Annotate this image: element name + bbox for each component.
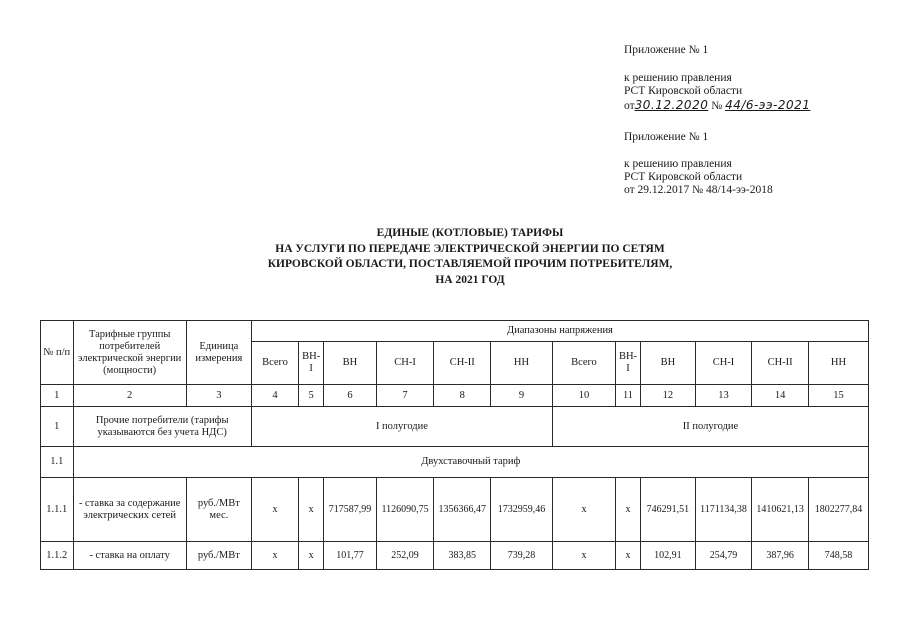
- date-prefix: от: [624, 100, 635, 112]
- value-cell: х: [615, 542, 640, 570]
- annex-title-previous: Приложение № 1: [624, 131, 709, 143]
- subhead-h2-nn: НН: [808, 342, 868, 385]
- row-number: 1.1.2: [41, 542, 74, 570]
- subhead-h1-nn: НН: [491, 342, 553, 385]
- value-cell: 1126090,75: [376, 478, 434, 542]
- col-head-no: № п/п: [41, 321, 74, 385]
- row-number: 1.1.1: [41, 478, 74, 542]
- row-number: 1: [41, 407, 74, 447]
- value-cell: 102,91: [641, 542, 696, 570]
- subhead-h2-vn: ВН: [641, 342, 696, 385]
- col-head-groups: Тарифные группы потребителей электрической энергии (мощности): [73, 321, 186, 385]
- subhead-h1-vn: ВН: [324, 342, 376, 385]
- half-year-2-label: II полугодие: [552, 407, 868, 447]
- value-cell: х: [299, 542, 324, 570]
- row-unit: руб./МВт мес.: [186, 478, 251, 542]
- row-label: - ставка за содержание электрических сетей: [73, 478, 186, 542]
- subhead-h1-sn2: СН-II: [434, 342, 491, 385]
- value-cell: 383,85: [434, 542, 491, 570]
- col-number: 11: [615, 385, 640, 407]
- value-cell: 717587,99: [324, 478, 376, 542]
- title-line-3: КИРОВСКОЙ ОБЛАСТИ, ПОСТАВЛЯЕМОЙ ПРОЧИМ ПОТРЕБИТЕЛЯМ,: [267, 258, 673, 270]
- table-row-other-consumers: [41, 407, 869, 447]
- value-cell: 252,09: [376, 542, 434, 570]
- title-line-4: НА 2021 ГОД: [435, 273, 505, 286]
- column-numbers-row: [41, 385, 869, 407]
- col-number: 10: [552, 385, 615, 407]
- col-number: 14: [752, 385, 809, 407]
- subhead-h2-total: Всего: [552, 342, 615, 385]
- subhead-h1-vn1: ВН-I: [299, 342, 324, 385]
- col-head-unit: Единица измерения: [186, 321, 251, 385]
- annex-previous-date-line: от 29.12.2017 № 48/14-ээ-2018: [624, 184, 773, 196]
- subhead-h2-vn1: ВН-I: [615, 342, 640, 385]
- col-number: 5: [299, 385, 324, 407]
- value-cell: 739,28: [491, 542, 553, 570]
- tariff-table: [40, 320, 869, 570]
- value-cell: 1171134,38: [695, 478, 752, 542]
- row-label: Двухставочный тариф: [73, 447, 868, 478]
- value-cell: 1802277,84: [808, 478, 868, 542]
- table-row-network-maintenance-rate: [41, 478, 869, 542]
- annex-previous-authority-line: РСТ Кировской области: [624, 171, 743, 183]
- row-label: - ставка на оплату: [73, 542, 186, 570]
- row-number: 1.1: [41, 447, 74, 478]
- title-line-1: ЕДИНЫЕ (КОТЛОВЫЕ) ТАРИФЫ: [376, 227, 564, 239]
- col-number: 2: [73, 385, 186, 407]
- col-number: 4: [251, 385, 298, 407]
- col-number: 13: [695, 385, 752, 407]
- value-cell: х: [552, 478, 615, 542]
- subhead-h1-total: Всего: [251, 342, 298, 385]
- row-label: Прочие потребители (тарифы указываются без учета НДС): [73, 407, 251, 447]
- value-cell: 1410621,13: [752, 478, 809, 542]
- subhead-h1-sn1: СН-I: [376, 342, 434, 385]
- value-cell: 101,77: [324, 542, 376, 570]
- annex-previous-decision-line: к решению правления: [624, 158, 732, 170]
- col-number: 9: [491, 385, 553, 407]
- half-year-1-label: I полугодие: [251, 407, 552, 447]
- row-unit: руб./МВт: [186, 542, 251, 570]
- col-number: 12: [641, 385, 696, 407]
- title-line-2: НА УСЛУГИ ПО ПЕРЕДАЧЕ ЭЛЕКТРИЧЕСКОЙ ЭНЕРГИИ ПО СЕТЯМ: [275, 242, 665, 255]
- annex-decision-line: к решению правления: [624, 72, 732, 84]
- col-number: 1: [41, 385, 74, 407]
- document-title: [200, 226, 740, 288]
- value-cell: 746291,51: [641, 478, 696, 542]
- col-head-voltage-ranges: Диапазоны напряжения: [251, 321, 868, 342]
- value-cell: 254,79: [695, 542, 752, 570]
- value-cell: х: [251, 478, 298, 542]
- handwritten-number: 44/6-ээ-2021: [725, 98, 811, 112]
- value-cell: х: [615, 478, 640, 542]
- col-number: 6: [324, 385, 376, 407]
- col-number: 7: [376, 385, 434, 407]
- subhead-h2-sn2: СН-II: [752, 342, 809, 385]
- col-number: 3: [186, 385, 251, 407]
- handwritten-date: 30.12.2020: [634, 98, 709, 112]
- annex-date-line: [624, 99, 810, 113]
- table-row-two-part-tariff: [41, 447, 869, 478]
- value-cell: 1356366,47: [434, 478, 491, 542]
- value-cell: х: [552, 542, 615, 570]
- value-cell: 387,96: [752, 542, 809, 570]
- table-row-payment-rate: [41, 542, 869, 570]
- value-cell: 1732959,46: [491, 478, 553, 542]
- col-number: 8: [434, 385, 491, 407]
- value-cell: 748,58: [808, 542, 868, 570]
- value-cell: х: [299, 478, 324, 542]
- annex-title: Приложение № 1: [624, 44, 709, 56]
- value-cell: х: [251, 542, 298, 570]
- subhead-h2-sn1: СН-I: [695, 342, 752, 385]
- header-row: [41, 321, 869, 342]
- col-number: 15: [808, 385, 868, 407]
- number-sign: №: [711, 100, 723, 112]
- annex-authority-line: РСТ Кировской области: [624, 85, 743, 97]
